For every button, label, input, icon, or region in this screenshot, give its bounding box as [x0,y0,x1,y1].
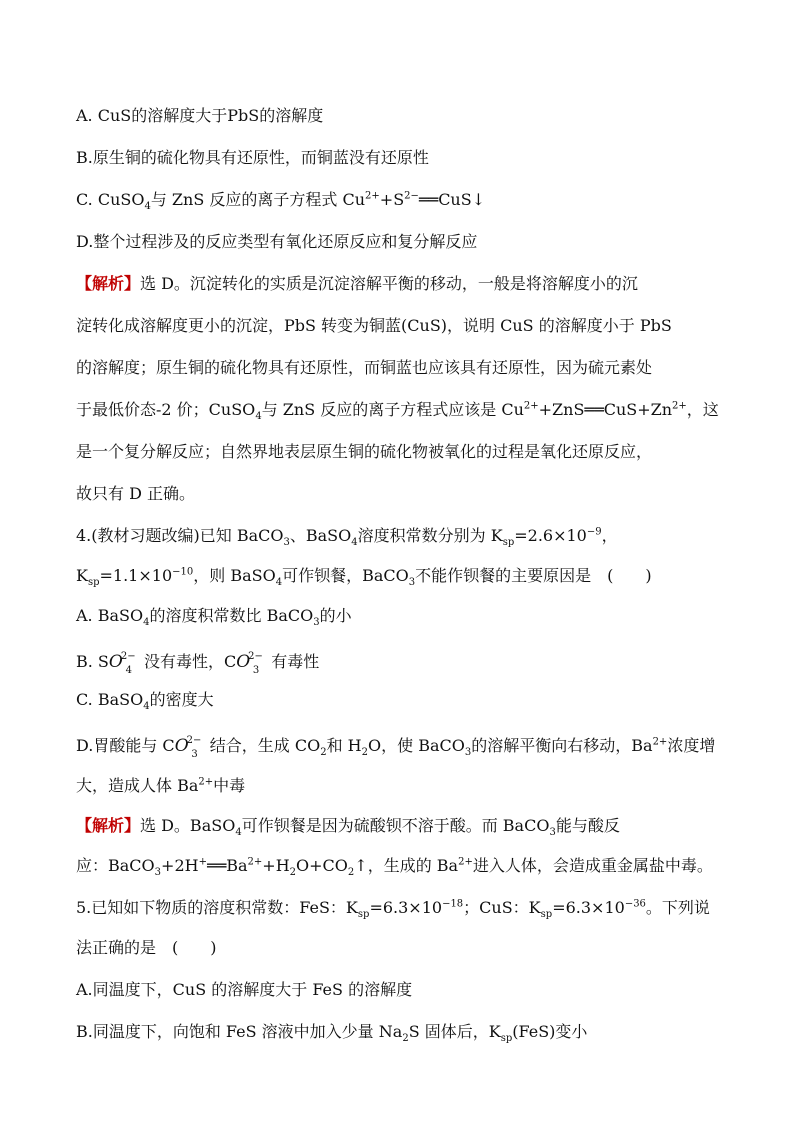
q3-analysis-line-5: 是一个复分解反应；自然界地表层原生铜的硫化物被氧化的过程是氧化还原反应， [76,442,653,461]
analysis-tag: 【解析】 [76,816,141,835]
carbonate-ion: $O^{2-}_3$ [174,735,202,760]
q3-analysis-line-1: 【解析】选 D。沉淀转化的实质是沉淀溶解平衡的移动，一般是将溶解度小的沉 [76,274,638,293]
q4-analysis-line-2: 应：$BaCO_3+2H^+══Ba^{2+}+H_2O+CO_2↑$，生成的 $Ba^{2+}$进入人体，会造成重金属盐中毒。 [76,856,713,879]
q3-option-b: B.原生铜的硫化物具有还原性，而铜蓝没有还原性 [76,148,429,167]
q4-option-d-line-1: D.胃酸能与 $CO^{2-}_3$ 结合，生成 $CO_2$和 $H_2O$，使 BaCO$_3$的溶解平衡向右移动，$Ba^{2+}$浓度增 [76,735,716,760]
q3-option-c: C. CuSO$_4$与 ZnS 反应的离子方程式 $Cu^{2+}+S^{2-}══CuS↓$ [76,190,486,213]
analysis-tag: 【解析】 [76,274,141,293]
q4-option-a: A. BaSO$_4$的溶度积常数比 BaCO$_3$的小 [76,606,352,629]
q4-option-c: C. BaSO$_4$的密度大 [76,690,214,713]
q4-stem-line-2: $K_{sp}=1.1\times 10^{-10}$，则 BaSO$_4$可作钡餐，BaCO$_3$不能作钡餐的主要原因是 ( ) [76,566,652,589]
q3-option-a: A. CuS的溶解度大于PbS的溶解度 [76,106,324,125]
q5-stem-line-2: 法正确的是 ( ) [76,938,217,957]
q3-analysis-line-6: 故只有 D 正确。 [76,484,196,503]
q5-stem-line-1: 5.已知如下物质的溶度积常数：FeS：$K_{sp}=6.3\times 10^{-18}$；CuS：$K_{sp}=6.3\times 10^{-36}$。下列说 [76,898,710,921]
q3-analysis-line-4: 于最低价态-2 价；CuSO$_4$与 ZnS 反应的离子方程式应该是 $Cu^{2+}+ZnS══CuS+Zn^{2+}$，这 [76,400,719,423]
q4-option-d-line-2: 大，造成人体 $Ba^{2+}$中毒 [76,776,246,795]
q4-option-b: B. $SO^{2-}_4$ 没有毒性，$CO^{2-}_3$ 有毒性 [76,651,320,676]
q3-option-d: D.整个过程涉及的反应类型有氧化还原反应和复分解反应 [76,232,478,251]
q4-analysis-line-1: 【解析】选 D。BaSO$_4$可作钡餐是因为硫酸钡不溶于酸。而 BaCO$_3$能与酸反 [76,816,620,839]
q3-analysis-line-3: 的溶解度；原生铜的硫化物具有还原性，而铜蓝也应该具有还原性，因为硫元素处 [76,358,653,377]
q4-stem-line-1: 4.(教材习题改编)已知 BaCO$_3$、BaSO$_4$溶度积常数分别为 $K_{sp}=2.6\times 10^{-9}$， [76,526,618,549]
sulfate-ion: $O^{2-}_4$ [108,651,136,676]
carbonate-ion: $O^{2-}_3$ [236,651,263,676]
q3-analysis-line-2: 淀转化成溶解度更小的沉淀，PbS 转变为铜蓝(CuS)，说明 CuS 的溶解度小于 PbS [76,316,672,335]
q5-option-a: A.同温度下，CuS 的溶解度大于 FeS 的溶解度 [76,980,413,999]
q5-option-b: B.同温度下，向饱和 FeS 溶液中加入少量 $Na_2S$ 固体后，$K_{sp}(FeS)$变小 [76,1022,588,1045]
